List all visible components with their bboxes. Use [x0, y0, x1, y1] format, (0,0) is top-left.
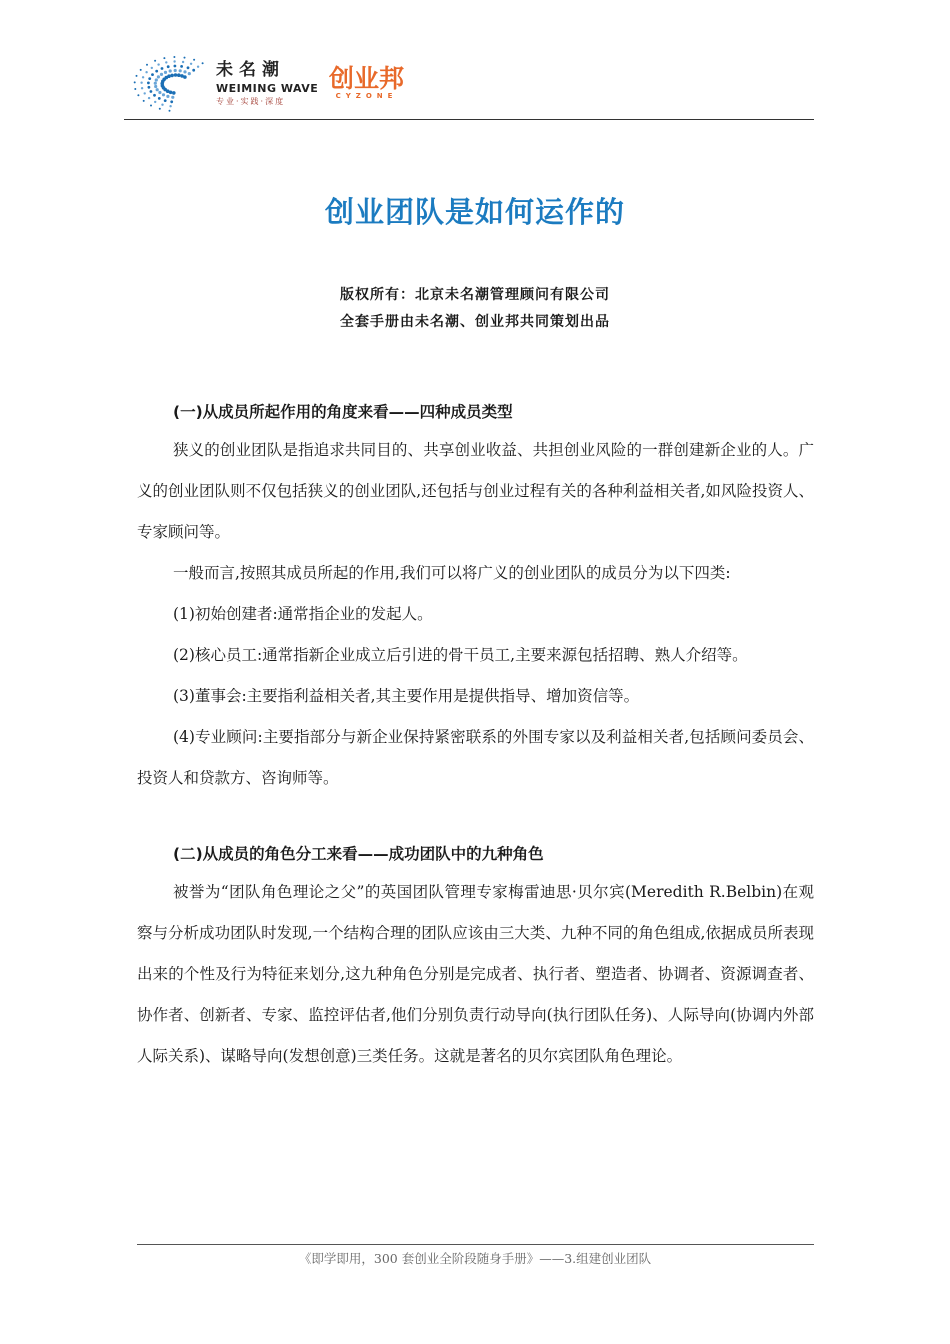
- logo-dot: [170, 74, 174, 78]
- logo-dot: [177, 73, 181, 77]
- document-body: [137, 394, 814, 1077]
- logo-dot: [193, 59, 195, 61]
- logo-dot: [187, 66, 190, 69]
- logo-dot: [169, 110, 171, 112]
- logo-dot: [202, 62, 204, 64]
- logo-dot: [179, 69, 182, 72]
- logo-dot: [171, 96, 174, 99]
- section-heading: (一)从成员所起作用的角度来看——四种成员类型: [173, 403, 513, 421]
- logo-chinese-name: 未名潮: [216, 60, 285, 80]
- logo-dot: [164, 71, 167, 74]
- logo-dot: [147, 82, 150, 85]
- weiming-wave-logo: [216, 60, 318, 108]
- logo-dot: [150, 90, 153, 93]
- paragraph: 狭义的创业团队是指追求共同目的、共享创业收益、共担创业风险的一群创建新企业的人。广义的创业团队则不仅包括狭义的创业团队,还包括与创业过程有关的各种利益相关者,如风险投资人、专家顾问等。: [137, 441, 814, 541]
- logo-dot: [154, 60, 156, 62]
- logo-dot: [170, 100, 173, 103]
- logo-dot: [173, 56, 175, 58]
- logo-dot: [163, 57, 165, 59]
- logo-dot: [161, 67, 164, 70]
- logo-dot: [161, 104, 163, 106]
- list-item: (2)核心员工:通常指新企业成立后引进的骨干员工,主要来源包括招聘、熟人介绍等。: [173, 646, 748, 664]
- logo-dot: [155, 78, 158, 81]
- logo-dot: [143, 100, 145, 102]
- logo-dot: [197, 66, 199, 68]
- logo-dot: [172, 91, 176, 95]
- logo-dot: [156, 88, 159, 91]
- logo-dot: [148, 97, 150, 99]
- logo-dot: [174, 69, 177, 72]
- page-footer: 《即学即用，300 套创业全阶段随身手册》——3.组建创业团队: [298, 1251, 652, 1266]
- list-item: (3)董事会:主要指利益相关者,其主要作用是提供指导、增加资信等。: [173, 687, 640, 705]
- logo-dot: [148, 86, 151, 89]
- logo-dot: [169, 69, 172, 72]
- logo-dot: [151, 67, 153, 69]
- section-spacer: [137, 799, 814, 836]
- logo-dot: [157, 75, 160, 78]
- logo-dot: [150, 105, 152, 107]
- logo-dot: [140, 82, 142, 84]
- list-item: (1)初始创建者:通常指企业的发起人。: [173, 605, 433, 623]
- paragraph: 一般而言,按照其成员所起的作用,我们可以将广义的创业团队的成员分为以下四类:: [173, 564, 731, 582]
- logo-dot: [160, 73, 163, 76]
- list-item: (4)专业顾问:主要指部分与新企业保持紧密联系的外围专家以及利益相关者,包括顾问委员会、投资人和贷款方、咨询师等。: [137, 728, 814, 787]
- logo-dot: [142, 76, 144, 78]
- logo-dot: [136, 75, 138, 77]
- logo-dot: [162, 93, 165, 96]
- logo-slogan: 专业·实践·深度: [216, 97, 286, 106]
- footer-divider: [137, 1244, 814, 1245]
- logo-dot: [173, 60, 175, 62]
- logo-dot: [154, 85, 157, 88]
- logo-dot: [151, 73, 154, 76]
- logo-dot: [190, 63, 192, 65]
- logo-dot: [167, 74, 171, 78]
- logo-dot: [146, 64, 148, 66]
- logo-dot: [182, 61, 184, 63]
- logo-dot: [158, 91, 161, 94]
- logo-dot: [174, 65, 177, 68]
- logo-dot: [140, 69, 142, 71]
- cyzone-logo: [329, 64, 404, 100]
- logo-dot: [153, 94, 156, 97]
- logo-dot: [188, 72, 191, 75]
- logo-dot: [137, 94, 139, 96]
- logo-english-name: WEIMING WAVE: [216, 82, 319, 95]
- cyzone-chinese-name: 创业邦: [329, 64, 405, 93]
- document-title: 创业团队是如何运作的: [324, 195, 625, 229]
- logo-dot: [180, 65, 183, 68]
- logo-dot: [148, 77, 151, 80]
- logo-dot: [154, 82, 157, 85]
- logo-dot: [145, 71, 147, 73]
- paragraph: 被誉为“团队角色理论之父”的英国团队管理专家梅雷迪思·贝尔宾(Meredith R.Belbin)在观察与分析成功团队时发现,一个结构合理的团队应该由三大类、九种不同的角色组成,依据成员所表现出来的个性及行为特征来划分,这九种角色分别是完成者、执行者、塑造者、协调者、资源调查者、协作者、创新者、专家、监控评估者,他们分别负责行动导向(执行团队任务)、人际导向(协调内外部人际关系)、谋略导向(发想创意)三类任务。这就是著名的贝尔宾团队角色理论。: [137, 883, 814, 1065]
- logo-dot: [159, 108, 161, 110]
- logo-dot: [165, 61, 167, 63]
- header-divider: [124, 119, 814, 120]
- section: [137, 836, 814, 1077]
- logo-dot: [155, 70, 158, 73]
- cyzone-english-name: CYZONE: [335, 92, 398, 100]
- logo-dot: [183, 75, 187, 79]
- logo-dot: [144, 92, 146, 94]
- logo-dot: [192, 69, 195, 72]
- logo-dot: [167, 65, 170, 68]
- logo-dot: [134, 88, 136, 90]
- copyright-line: 版权所有：北京未名潮管理顾问有限公司: [340, 287, 610, 303]
- producer-line: 全套手册由未名潮、创业邦共同策划出品: [340, 314, 610, 330]
- wave-logo-icon: [132, 54, 212, 114]
- logo-dot: [169, 105, 171, 107]
- logo-dot: [141, 87, 143, 89]
- logo-dot: [166, 95, 169, 98]
- logo-dot: [183, 70, 186, 73]
- logo-dot: [174, 73, 178, 77]
- logo-dot: [154, 101, 156, 103]
- logo-dot: [134, 81, 136, 83]
- logo-dot: [157, 63, 159, 65]
- section-heading: (二)从成员的角色分工来看——成功团队中的九种角色: [173, 845, 544, 863]
- logo-dot: [158, 97, 161, 100]
- logo-dot: [164, 99, 167, 102]
- page-header: [124, 52, 814, 118]
- logo-dot: [184, 57, 186, 59]
- section: [137, 394, 814, 799]
